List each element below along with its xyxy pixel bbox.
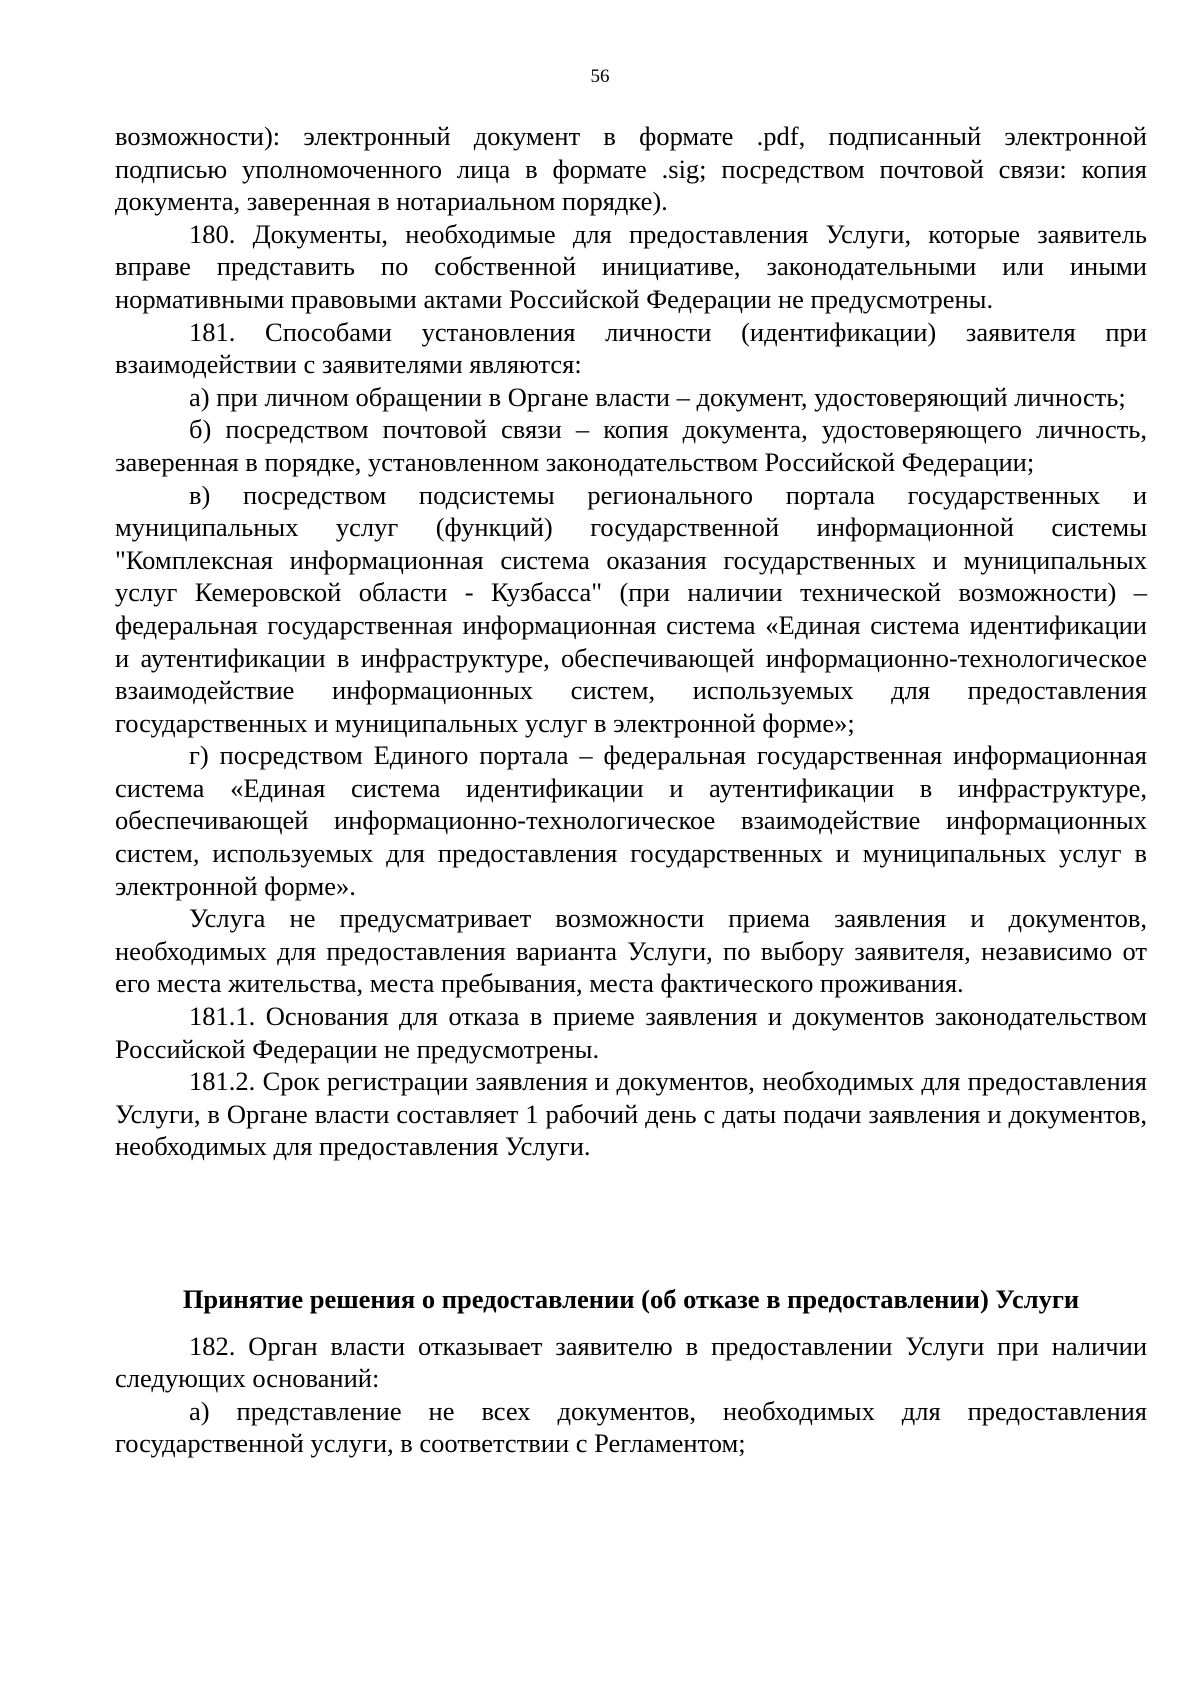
document-body xyxy=(115,120,1147,1460)
paragraph-181: 181. Способами установления личности (идентификации) заявителя при взаимодействии с заявителями являются: xyxy=(115,316,1147,380)
paragraph-181-2: 181.2. Срок регистрации заявления и документов, необходимых для предоставления Услуги, в Органе власти составляет 1 рабочий день с даты подачи заявления и документов, необходимых для предоставления Услуги. xyxy=(115,1066,1147,1162)
paragraph-182-a: а) представление не всех документов, необходимых для предоставления государственной услуги, в соответствии с Регламентом; xyxy=(115,1395,1147,1459)
paragraph-181-b: б) посредством почтовой связи – копия документа, удостоверяющего личность, заверенная в порядке, установленном законодательством Российской Федерации; xyxy=(115,414,1147,477)
page-number: 56 xyxy=(590,66,610,87)
paragraph-181-1: 181.1. Основания для отказа в приеме заявления и документов законодательством Российской Федерации не предусмотрены. xyxy=(115,1001,1147,1064)
section-heading: Принятие решения о предоставлении (об отказе в предоставлении) Услуги xyxy=(182,1284,1080,1314)
paragraph-181-v: в) посредством подсистемы регионального портала государственных и муниципальных услуг (функций) государственной информационной системы "Комплексная информационная система оказания государственных и муниципальных услуг Кемеровской области - Кузбасса" (при наличии технической возможности) – федеральная государственная информационная система «Единая система идентификации и аутентификации в инфраструктуре, обеспечивающей информационно-технологическое взаимодействие информационных систем, используемых для предоставления государственных и муниципальных услуг в электронной форме»; xyxy=(115,479,1147,738)
paragraph-182: 182. Орган власти отказывает заявителю в предоставлении Услуги при наличии следующих оснований: xyxy=(115,1330,1147,1394)
section-spacer xyxy=(115,1163,1147,1283)
paragraph-service-note: Услуга не предусматривает возможности приема заявления и документов, необходимых для предоставления варианта Услуги, по выбору заявителя, независимо от его места жительства, места пребывания, места фактического проживания. xyxy=(115,903,1147,999)
paragraph-181-a: а) при личном обращении в Органе власти – документ, удостоверяющий личность; xyxy=(189,381,1126,412)
paragraph-continuation: возможности): электронный документ в формате .pdf, подписанный электронной подписью уполномоченного лица в формате .sig; посредством почтовой связи: копия документа, заверенная в нотариальном порядке). xyxy=(115,121,1147,217)
paragraph-181-g: г) посредством Единого портала – федеральная государственная информационная система «Единая система идентификации и аутентификации в инфраструктуре, обеспечивающей информационно-технологическое взаимодействие информационных систем, используемых для предоставления государственных и муниципальных услуг в электронной форме». xyxy=(115,740,1147,901)
paragraph-180: 180. Документы, необходимые для предоставления Услуги, которые заявитель вправе представить по собственной инициативе, законодательными или иными нормативными правовыми актами Российской Федерации не предусмотрены. xyxy=(115,218,1147,314)
